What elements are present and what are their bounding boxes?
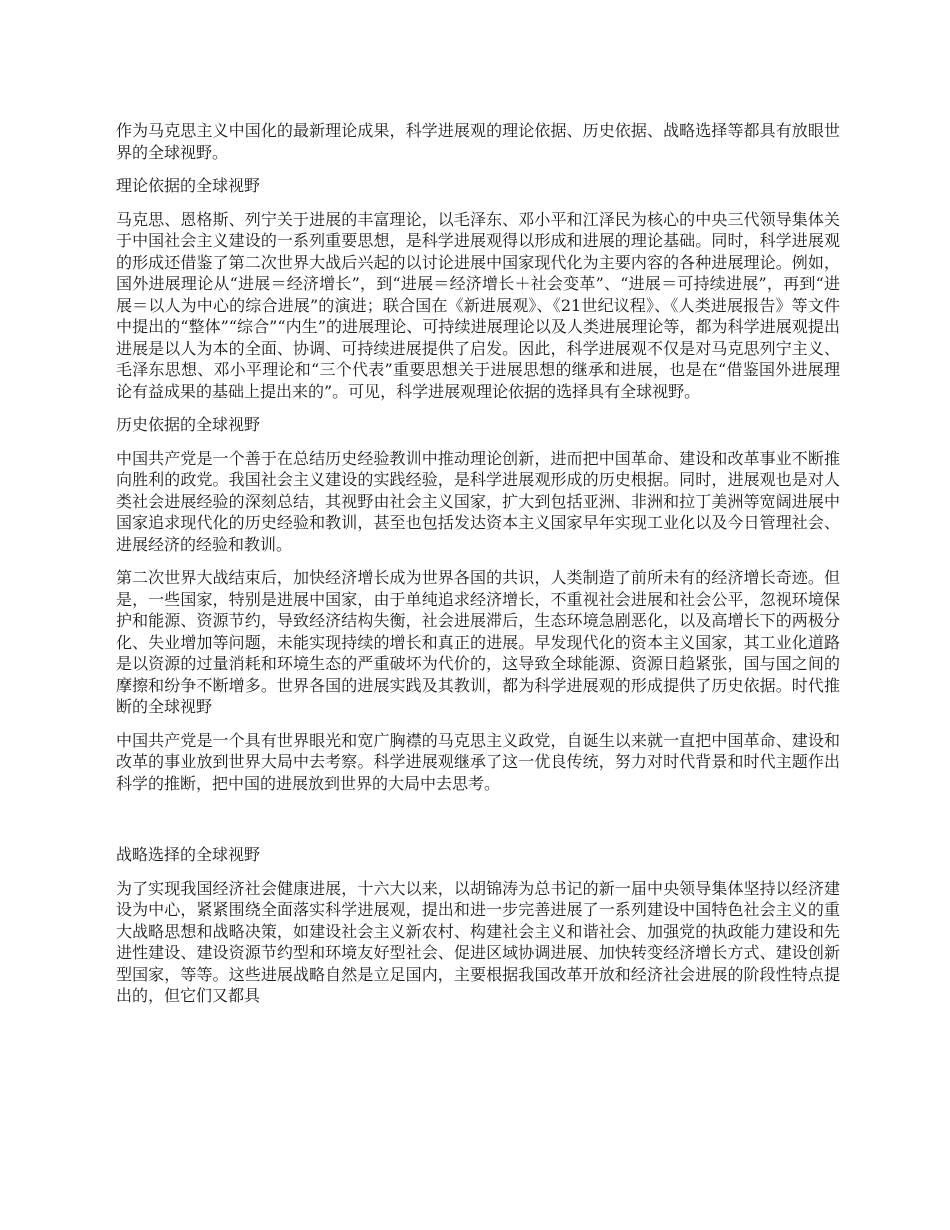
section-heading-strategy: 战略选择的全球视野 <box>116 845 261 864</box>
theory-paragraph: 马克思、恩格斯、列宁关于进展的丰富理论，以毛泽东、邓小平和江泽民为核心的中央三代领导集体关于中国社会主义建设的一系列重要思想，是科学进展观得以形成和进展的理论基础。同时，科学进展观的形成还借鉴了第二次世界大战后兴起的以讨论进展中国家现代化为主要内容的各种进展理论。例如，国外进展理论从“进展＝经济增长”，到“进展＝经济增长＋社会变革”、“进展＝可持续进展”，再到“进展＝以人为中心的综合进展”的演进；联合国在《新进展观》、《21世纪议程》、《人类进展报告》等文件中提出的“整体”“综合”“内生”的进展理论、可持续进展理论以及人类进展理论等，都为科学进展观提出进展是以人为本的全面、协调、可持续进展提供了启发。因此，科学进展观不仅是对马克思列宁主义、毛泽东思想、邓小平理论和“三个代表”重要思想关于进展思想的继承和进展，也是在“借鉴国外进展理论有益成果的基础上提出来的”。可见，科学进展观理论依据的选择具有全球视野。 <box>116 209 840 401</box>
section-heading-history: 历史依据的全球视野 <box>116 415 261 434</box>
document-body <box>116 120 840 1019</box>
history-paragraph-1: 中国共产党是一个善于在总结历史经验教训中推动理论创新，进而把中国革命、建设和改革事业不断推向胜利的政党。我国社会主义建设的实践经验，是科学进展观形成的历史根据。同时，进展观也是对人类社会进展经验的深刻总结，其视野由社会主义国家，扩大到包括亚洲、非洲和拉丁美洲等宽阔进展中国家追求现代化的历史经验和教训，甚至也包括发达资本主义国家早年实现工业化以及今日管理社会、进展经济的经验和教训。 <box>116 448 840 554</box>
history-paragraph-2: 第二次世界大战结束后，加快经济增长成为世界各国的共识，人类制造了前所未有的经济增长奇迹。但是，一些国家，特别是进展中国家，由于单纯追求经济增长，不重视社会进展和社会公平，忽视环境保护和能源、资源节约，导致经济结构失衡，社会进展滞后，生态环境急剧恶化，以及高增长下的两极分化、失业增加等问题，未能实现持续的增长和真正的进展。早发现代化的资本主义国家，其工业化道路是以资源的过量消耗和环境生态的严重破坏为代价的，这导致全球能源、资源日趋紧张，国与国之间的摩擦和纷争不断增多。世界各国的进展实践及其教训，都为科学进展观的形成提供了历史依据。时代推断的全球视野 <box>116 568 840 716</box>
blank-spacer <box>116 806 840 844</box>
section-heading-theory: 理论依据的全球视野 <box>116 176 261 195</box>
intro-paragraph: 作为马克思主义中国化的最新理论成果，科学进展观的理论依据、历史依据、战略选择等都具有放眼世界的全球视野。 <box>116 121 840 162</box>
era-paragraph: 中国共产党是一个具有世界眼光和宽广胸襟的马克思主义政党，自诞生以来就一直把中国革命、建设和改革的事业放到世界大局中去考察。科学进展观继承了这一优良传统，努力对时代背景和时代主题作出科学的推断，把中国的进展放到世界的大局中去思考。 <box>116 730 840 793</box>
strategy-paragraph: 为了实现我国经济社会健康进展，十六大以来，以胡锦涛为总书记的新一届中央领导集体坚持以经济建设为中心，紧紧围绕全面落实科学进展观，提出和进一步完善进展了一系列建设中国特色社会主义的重大战略思想和战略决策，如建设社会主义新农村、构建社会主义和谐社会、加强党的执政能力建设和先进性建设、建设资源节约型和环境友好型社会、促进区域协调进展、加快转变经济增长方式、建设创新型国家，等等。这些进展战略自然是立足国内，主要根据我国改革开放和经济社会进展的阶段性特点提出的，但它们又都具 <box>116 878 840 1005</box>
